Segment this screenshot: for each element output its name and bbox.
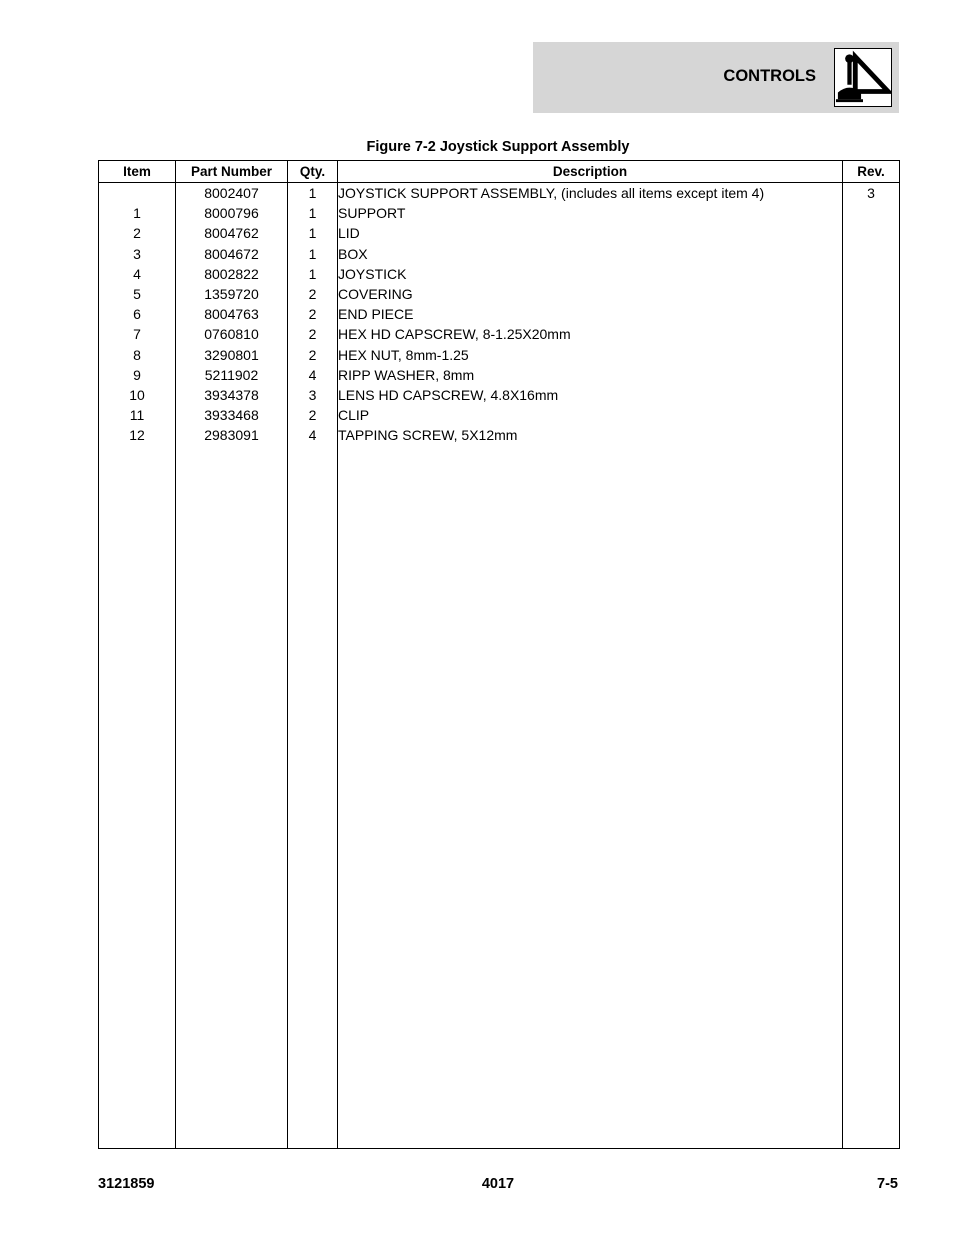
cell-qty: 2: [288, 304, 338, 324]
cell-rev: [843, 324, 900, 344]
cell-qty: 1: [288, 203, 338, 223]
filler-cell: [99, 446, 176, 1149]
cell-qty: 1: [288, 223, 338, 243]
cell-description: HEX HD CAPSCREW, 8-1.25X20mm: [338, 324, 843, 344]
filler-cell: [176, 446, 288, 1149]
cell-qty: 2: [288, 284, 338, 304]
column-header-qty: Qty.: [288, 161, 338, 183]
cell-part-number: 3934378: [176, 385, 288, 405]
cell-rev: [843, 345, 900, 365]
cell-rev: [843, 304, 900, 324]
parts-table: [98, 160, 900, 1149]
column-header-rev: Rev.: [843, 161, 900, 183]
cell-item: 8: [99, 345, 176, 365]
footer-page-number: 7-5: [877, 1176, 898, 1192]
filler-cell: [338, 446, 843, 1149]
table-row: [99, 345, 900, 365]
cell-qty: 3: [288, 385, 338, 405]
cell-rev: [843, 385, 900, 405]
cell-item: 4: [99, 264, 176, 284]
cell-item: 7: [99, 324, 176, 344]
table-row: [99, 405, 900, 425]
cell-description: RIPP WASHER, 8mm: [338, 365, 843, 385]
cell-item: 9: [99, 365, 176, 385]
cell-part-number: 5211902: [176, 365, 288, 385]
table-header-row: [99, 161, 900, 183]
cell-qty: 4: [288, 425, 338, 445]
cell-item: 11: [99, 405, 176, 425]
cell-qty: 2: [288, 324, 338, 344]
cell-description: JOYSTICK: [338, 264, 843, 284]
cell-description: END PIECE: [338, 304, 843, 324]
section-header: [533, 42, 899, 113]
cell-qty: 2: [288, 345, 338, 365]
cell-part-number: 2983091: [176, 425, 288, 445]
cell-qty: 2: [288, 405, 338, 425]
footer-model: 4017: [481, 1176, 515, 1192]
cell-item: 2: [99, 223, 176, 243]
table-row: [99, 203, 900, 223]
cell-part-number: 8002822: [176, 264, 288, 284]
cell-description: SUPPORT: [338, 203, 843, 223]
cell-rev: [843, 405, 900, 425]
cell-description: CLIP: [338, 405, 843, 425]
table-row: [99, 304, 900, 324]
cell-description: LENS HD CAPSCREW, 4.8X16mm: [338, 385, 843, 405]
cell-item: 6: [99, 304, 176, 324]
filler-cell: [843, 446, 900, 1149]
table-row: [99, 264, 900, 284]
table-row: [99, 365, 900, 385]
filler-cell: [288, 446, 338, 1149]
cell-rev: [843, 284, 900, 304]
cell-part-number: 3290801: [176, 345, 288, 365]
cell-rev: [843, 244, 900, 264]
cell-part-number: 0760810: [176, 324, 288, 344]
column-header-item: Item: [99, 161, 176, 183]
cell-item: 3: [99, 244, 176, 264]
cell-qty: 4: [288, 365, 338, 385]
column-header-description: Description: [338, 161, 843, 183]
table-filler-row: [99, 446, 900, 1149]
table-row: [99, 284, 900, 304]
table-row: [99, 223, 900, 243]
cell-item: 1: [99, 203, 176, 223]
table-row: [99, 385, 900, 405]
cell-rev: 3: [843, 183, 900, 204]
section-title: CONTROLS: [723, 67, 816, 85]
cell-part-number: 8004762: [176, 223, 288, 243]
cell-rev: [843, 264, 900, 284]
table-row: [99, 425, 900, 445]
cell-part-number: 8004672: [176, 244, 288, 264]
cell-part-number: 1359720: [176, 284, 288, 304]
column-header-part-number: Part Number: [176, 161, 288, 183]
cell-description: HEX NUT, 8mm-1.25: [338, 345, 843, 365]
cell-qty: 1: [288, 264, 338, 284]
cell-part-number: 8004763: [176, 304, 288, 324]
cell-rev: [843, 223, 900, 243]
cell-item: [99, 183, 176, 204]
cell-item: 12: [99, 425, 176, 445]
cell-part-number: 3933468: [176, 405, 288, 425]
joystick-control-icon: [834, 48, 892, 107]
cell-qty: 1: [288, 244, 338, 264]
cell-rev: [843, 203, 900, 223]
cell-part-number: 8000796: [176, 203, 288, 223]
cell-qty: 1: [288, 183, 338, 204]
cell-rev: [843, 425, 900, 445]
table-row: [99, 244, 900, 264]
cell-rev: [843, 365, 900, 385]
cell-description: JOYSTICK SUPPORT ASSEMBLY, (includes all items except item 4): [338, 183, 843, 204]
cell-part-number: 8002407: [176, 183, 288, 204]
cell-description: COVERING: [338, 284, 843, 304]
cell-description: BOX: [338, 244, 843, 264]
figure-title: Figure 7-2 Joystick Support Assembly: [366, 139, 630, 155]
cell-description: LID: [338, 223, 843, 243]
table-row: [99, 183, 900, 204]
cell-item: 10: [99, 385, 176, 405]
footer-manual-number: 3121859: [98, 1176, 155, 1192]
table-row: [99, 324, 900, 344]
cell-item: 5: [99, 284, 176, 304]
cell-description: TAPPING SCREW, 5X12mm: [338, 425, 843, 445]
